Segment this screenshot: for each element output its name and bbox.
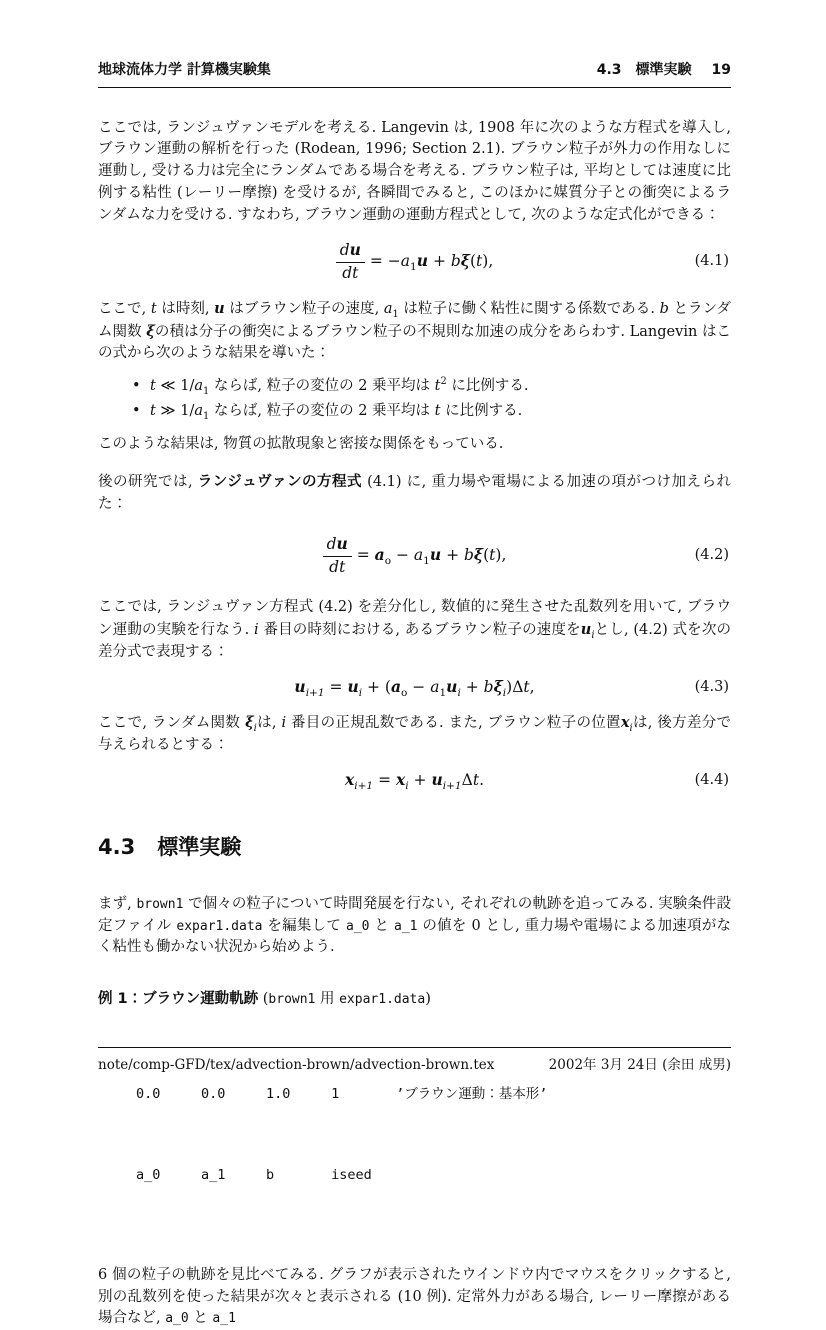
equation-number-4-4: (4.4) [694,771,729,788]
code-line-values: 0.0 0.0 1.0 1 ’ブラウン運動：基本形’ [136,1085,548,1102]
equation-4-2 [98,529,731,583]
paragraph-trajectory-comparison: 6 個の粒子の軌跡を見比べてみる. グラフが表示されたウインドウ内でマウスをクリックすると, 別の乱数列を使った結果が次々と表示される (10 例). 定常外力がある場合, レーリー摩擦がある場合など, a_0 と a_1 [98,1266,731,1327]
page-footer [98,1047,731,1077]
page-body [98,118,731,1330]
section-number: 4.3 [98,835,136,860]
equation-number-4-1: (4.1) [694,253,729,270]
paragraph-discretization: ここでは, ランジュヴァン方程式 (4.2) を差分化し, 数値的に発生させた乱数列を用いて, ブラウン運動の実験を行なう. i 番目の時刻における, あるブラウン粒子の速度を$u_i$とし, (4.2) 式を次の差分式で表現する： [98,599,732,660]
footer-file-path: note/comp-GFD/tex/advection-brown/advection-brown.tex [98,1057,495,1073]
bullet-text-small-t: t ≪ $1/a_1$ ならば, 粒子の変位の 2 乗平均は $t^2$ に比例する. [150,376,529,397]
result-bullet-list [132,376,731,422]
paragraph-langevin-intro: ここでは, ランジュヴァンモデルを考える. Langevin は, 1908 年に次のような方程式を導入し, ブラウン運動の解析を行った (Rodean, 1996; Section 2.1). ブラウン粒子が外力の作用なしに運動し, 受ける力は完全にランダムである場合を考える. ブラウン粒子は, 平均としては速度に比例する粘性 (レーリー摩擦) を受けるが, 各瞬間でみると, このほかに媒質分子との衝突によるランダムな力を受ける. すなわち, ブラウン運動の運動方程式として, 次のような定式化ができる： [98,119,731,223]
header-doc-title: 地球流体力学 計算機実験集 [98,62,271,78]
equation-number-4-2: (4.2) [694,547,729,564]
section-heading-4-3 [98,834,731,860]
fraction-du-dt: $\frac{du}{dt}$ [323,535,352,577]
equation-4-4-body: $x_{i+1} = x_i + u_{i+1}\Delta t$. [344,770,485,793]
section-title: 標準実験 [157,835,242,860]
equation-4-2-body: $\frac{du}{dt}$ = $a_o - a_1u + b\xi(t)$, [323,546,507,564]
code-line-variable-names: a_0 a_1 b iseed [136,1166,372,1183]
paragraph-later-research: 後の研究では, ランジュヴァンの方程式 (4.1) に, 重力場や電場による加速の項がつけ加えられた： [98,474,732,512]
fraction-du-dt: $\frac{du}{dt}$ [336,241,365,283]
bullet-text-large-t: t ≫ $1/a_1$ ならば, 粒子の変位の 2 乗平均は t に比例する. [150,402,523,422]
paragraph-diffusion-remark: このような結果は, 物質の拡散現象と密接な関係をもっている. [98,436,504,453]
header-section-ref: 4.3 標準実験 [596,62,692,78]
equation-4-1-body: $\frac{du}{dt}$ = $-a_1u + b\xi(t)$, [336,252,494,270]
bullet-icon: • [132,402,141,419]
bullet-icon: • [132,377,141,394]
list-item [132,401,731,423]
equation-4-1 [98,235,731,289]
equation-4-3-body: $u_{i+1} = u_i + (a_o - a_1u_i + b\xi_i)\Delta t$, [294,677,535,700]
equation-4-4 [98,769,731,792]
header-page-number: 19 [711,62,731,78]
paragraph-random-function: ここで, ランダム関数 $\xi_i$は, i 番目の正規乱数である. また, ブラウン粒子の位置$x_i$は, 後方差分で与えられるとする： [98,713,731,753]
equation-4-3 [98,676,731,699]
example-1-label: 例 1：ブラウン運動軌跡 (brown1 用 expar1.data) [98,991,431,1008]
equation-number-4-3: (4.3) [694,678,729,695]
footer-date-author: 2002年 3月 24日 (余田 成男) [548,1057,731,1073]
page-header [98,60,731,88]
list-item [132,376,731,398]
paragraph-experiment-setup: まず, brown1 で個々の粒子について時間発展を行ない, それぞれの軌跡を追ってみる. 実験条件設定ファイル expar1.data を編集して a_0 と a_1 の値を 0 とし, 重力場や電場による加速項がなく粘性も働かない状況から始めよう. [98,896,731,956]
paragraph-variable-definitions: ここで, t は時刻, u はブラウン粒子の速度, $a_1$ は粒子に働く粘性に関する係数である. b とランダム関数 ξの積は分子の衝突によるブラウン粒子の不規則な加速の成分をあらわす. Langevin はこの式から次のような結果を導いた： [98,299,732,362]
